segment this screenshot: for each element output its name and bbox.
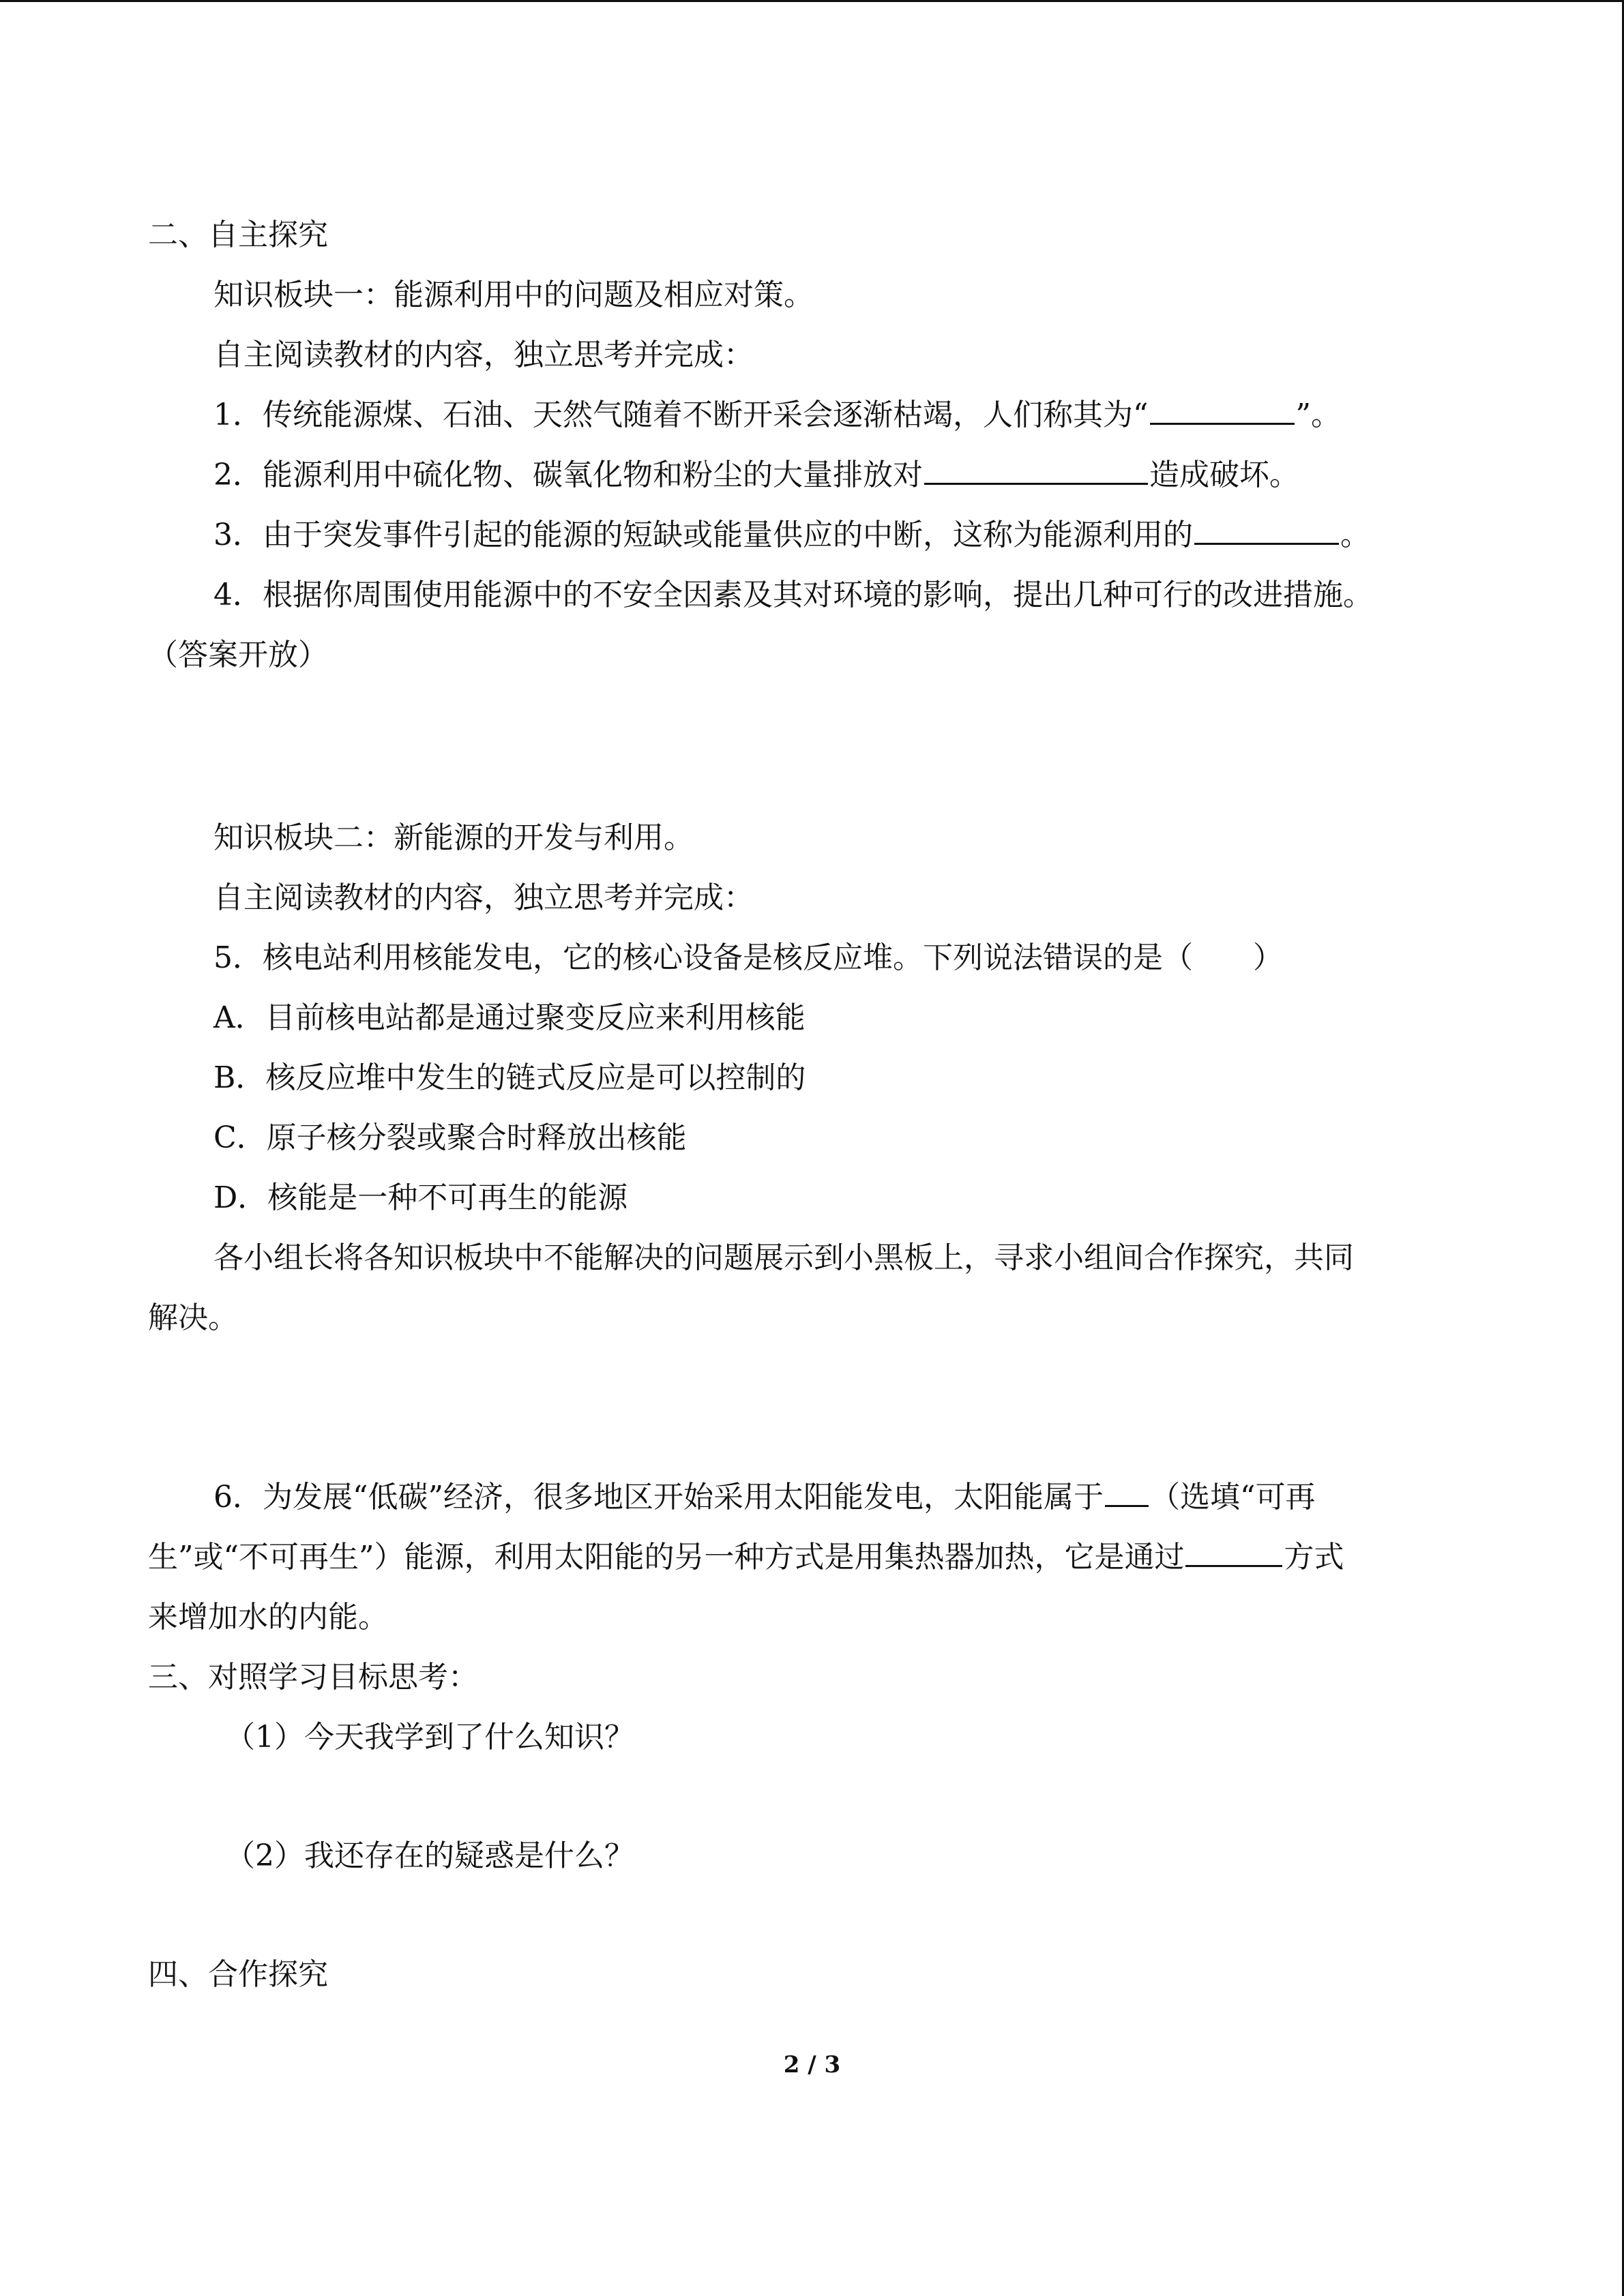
question-4-line1: 4．根据你周围使用能源中的不安全因素及其对环境的影响，提出几种可行的改进措施。 bbox=[213, 578, 1373, 612]
question-6-blank2[interactable] bbox=[1185, 1538, 1282, 1567]
block1-title: 知识板块一：能源利用中的问题及相应对策。 bbox=[213, 278, 814, 312]
question-6-line2 bbox=[148, 1537, 1344, 1578]
question-3 bbox=[213, 515, 1370, 556]
question-3-blank[interactable] bbox=[1194, 516, 1339, 545]
question-3-text: 3．由于突发事件引起的能源的短缺或能量供应的中断，这称为能源利用的 bbox=[213, 518, 1193, 552]
reflection-item-2: （2）我还存在的疑惑是什么？ bbox=[225, 1838, 634, 1873]
question-4-line2: （答案开放） bbox=[148, 638, 328, 672]
question-6-text2: （选填“可再 bbox=[1149, 1480, 1316, 1515]
question-2-end: 造成破坏。 bbox=[1149, 458, 1299, 492]
section-heading-cooperation: 四、合作探究 bbox=[148, 1957, 328, 1992]
block2-instruction: 自主阅读教材的内容，独立思考并完成： bbox=[213, 880, 754, 915]
question-6-text1: 6．为发展“低碳”经济，很多地区开始采用太阳能发电，太阳能属于 bbox=[213, 1480, 1104, 1515]
question-1-text: 1．传统能源煤、石油、天然气随着不断开采会逐渐枯竭，人们称其为“ bbox=[213, 398, 1149, 432]
question-6-line1 bbox=[213, 1477, 1315, 1518]
section-heading-reflection: 三、对照学习目标思考： bbox=[148, 1660, 478, 1695]
question-3-end: 。 bbox=[1340, 518, 1370, 552]
question-5-option-a[interactable]: A．目前核电站都是通过聚变反应来利用核能 bbox=[213, 1000, 806, 1035]
block1-instruction: 自主阅读教材的内容，独立思考并完成： bbox=[213, 338, 754, 372]
question-6-line3: 来增加水的内能。 bbox=[148, 1600, 388, 1635]
group-discussion-line2: 解决。 bbox=[148, 1300, 238, 1335]
page-number: 2 / 3 bbox=[783, 2051, 841, 2078]
question-1 bbox=[213, 395, 1341, 436]
section-heading-self-study: 二、自主探究 bbox=[148, 218, 328, 252]
question-2-blank[interactable] bbox=[924, 456, 1148, 485]
reflection-item-1: （1）今天我学到了什么知识？ bbox=[225, 1720, 634, 1755]
question-6-text3: 生”或“不可再生”）能源，利用太阳能的另一种方式是用集热器加热，它是通过 bbox=[148, 1540, 1185, 1575]
question-2 bbox=[213, 455, 1299, 496]
question-2-text: 2．能源利用中硫化物、碳氧化物和粉尘的大量排放对 bbox=[213, 458, 923, 492]
question-5-option-b[interactable]: B．核反应堆中发生的链式反应是可以控制的 bbox=[213, 1060, 806, 1095]
page-top-border bbox=[0, 0, 1624, 2]
question-5-stem: 5．核电站利用核能发电，它的核心设备是核反应堆。下列说法错误的是（ ） bbox=[213, 940, 1283, 975]
group-discussion-line1: 各小组长将各知识板块中不能解决的问题展示到小黑板上，寻求小组间合作探究，共同 bbox=[213, 1240, 1354, 1275]
question-5-option-c[interactable]: C．原子核分裂或聚合时释放出核能 bbox=[213, 1120, 687, 1155]
question-1-blank[interactable] bbox=[1150, 396, 1295, 425]
question-1-end: ”。 bbox=[1295, 398, 1341, 432]
question-5-option-d[interactable]: D．核能是一种不可再生的能源 bbox=[213, 1180, 628, 1215]
block2-title: 知识板块二：新能源的开发与利用。 bbox=[213, 820, 694, 855]
question-6-text4: 方式 bbox=[1284, 1540, 1344, 1575]
question-6-blank1[interactable] bbox=[1105, 1478, 1149, 1507]
